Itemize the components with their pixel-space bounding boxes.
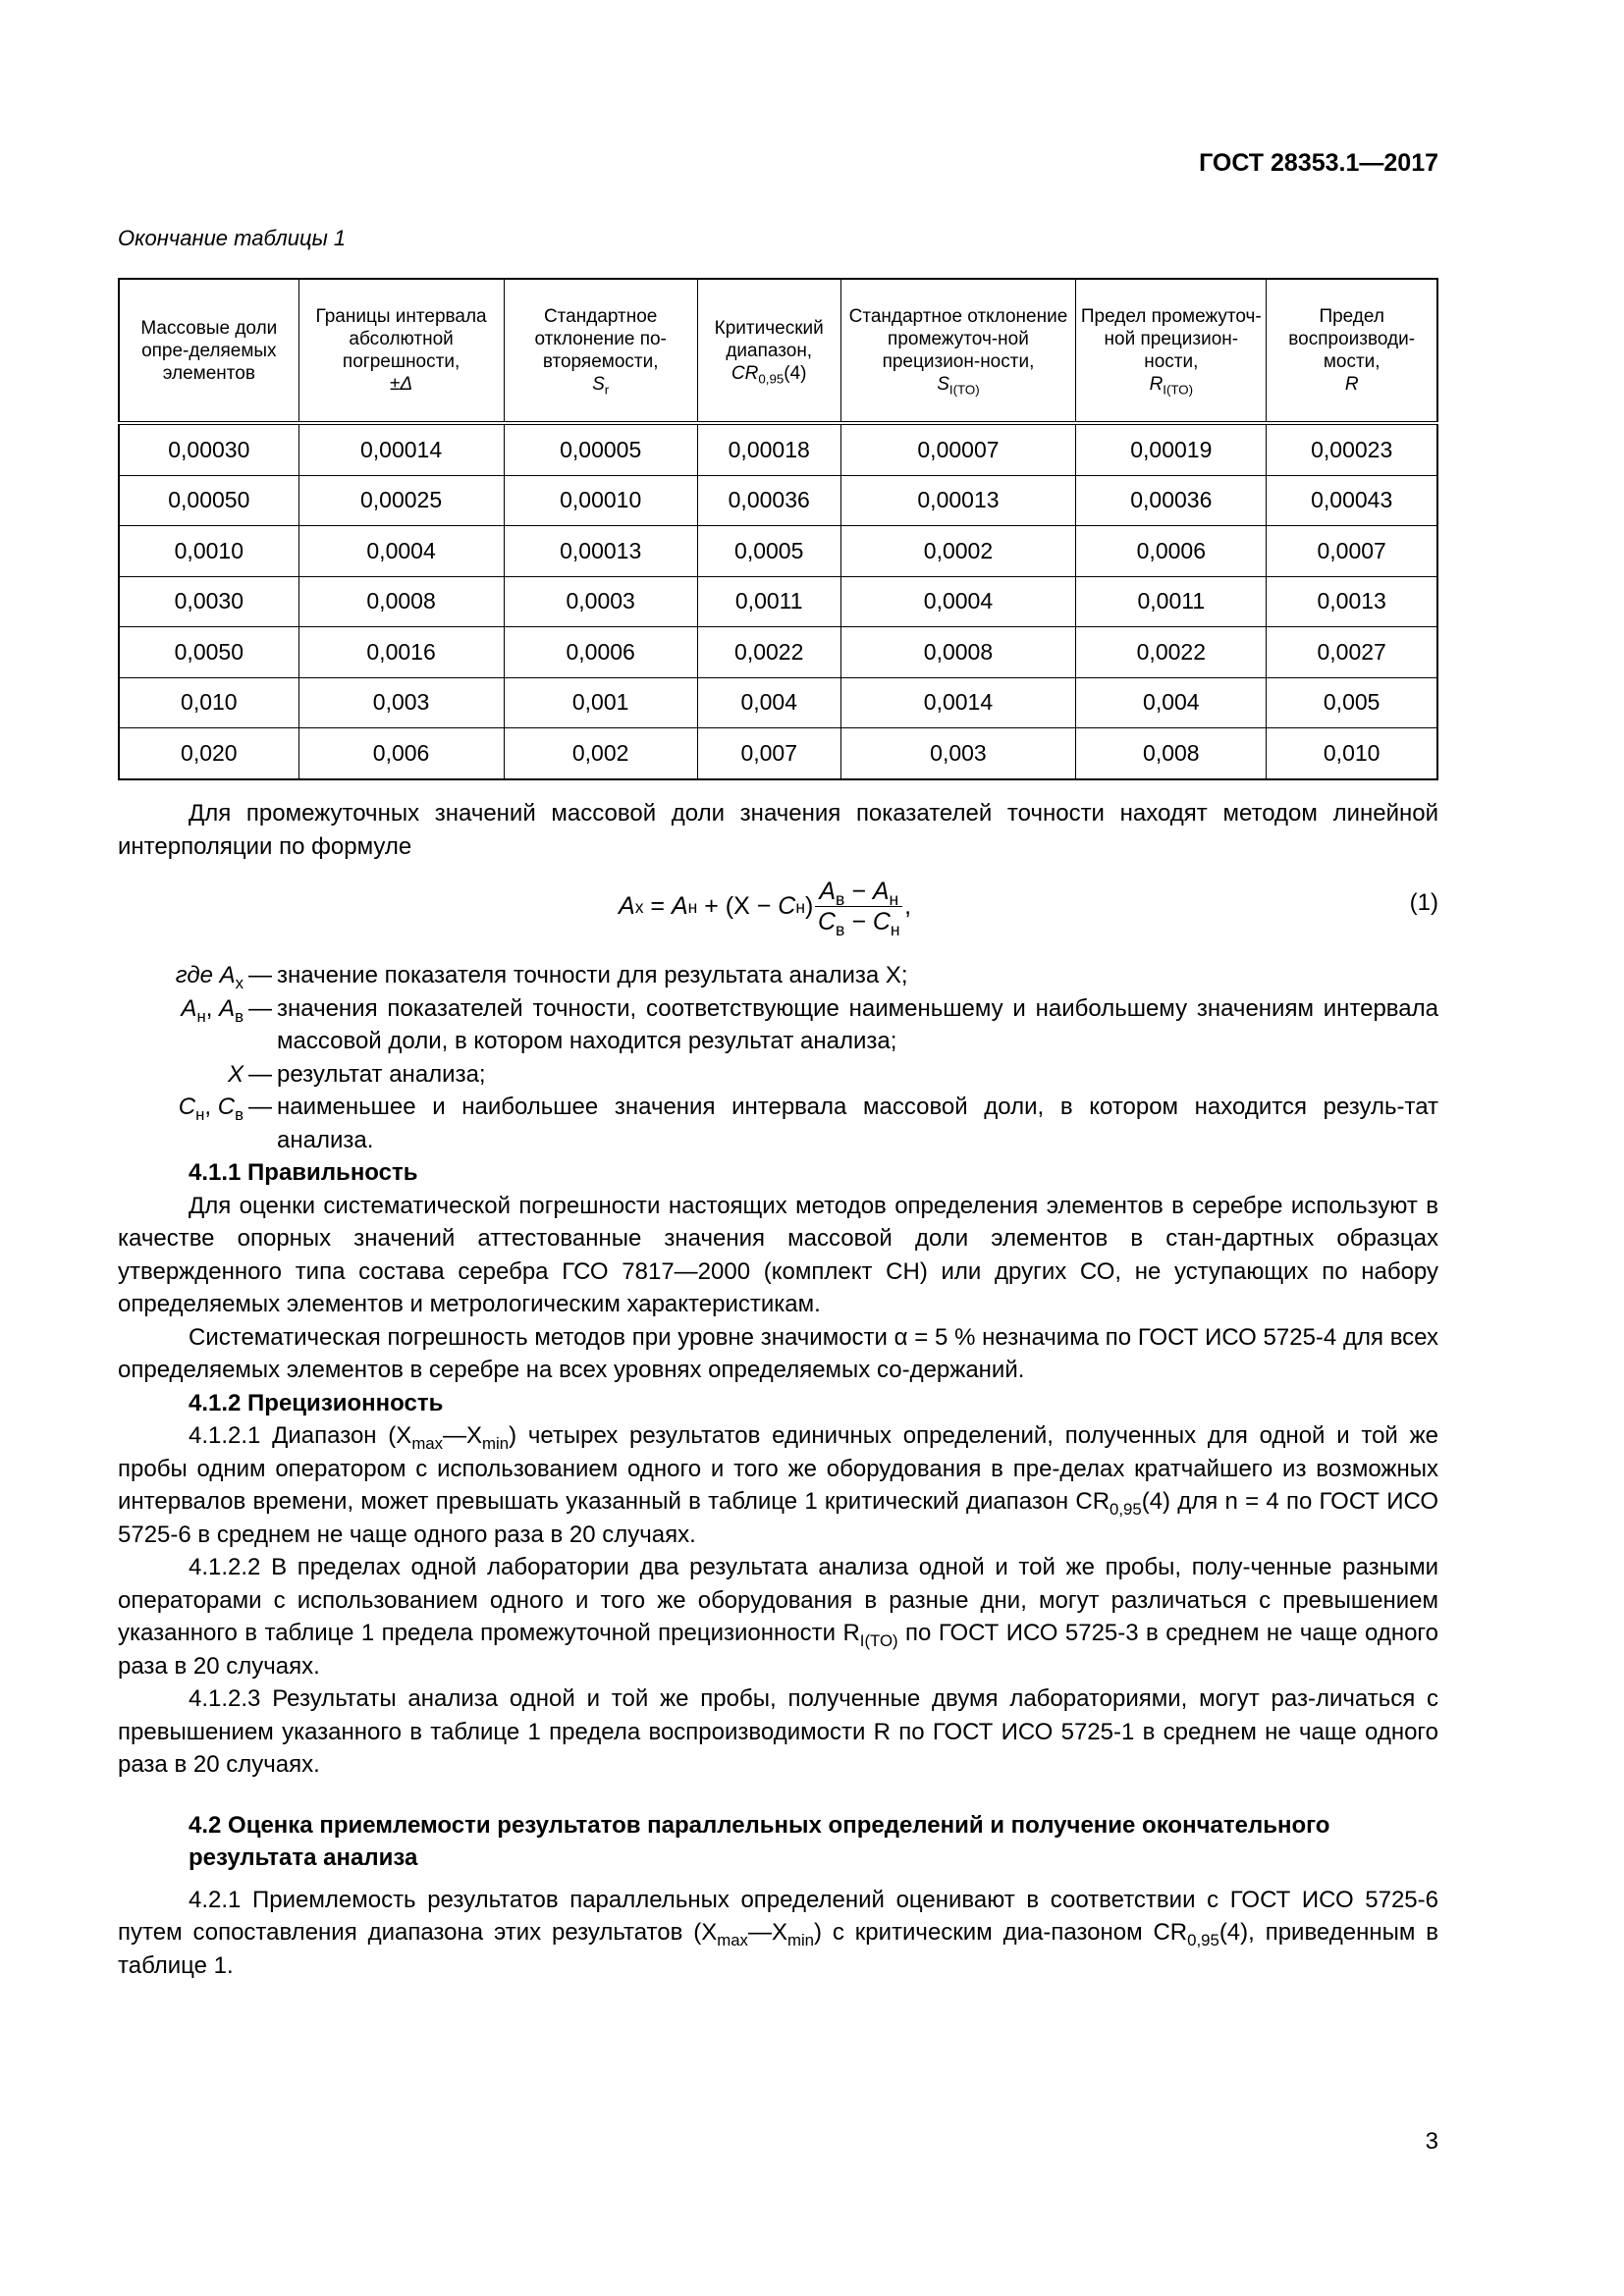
text: —X	[747, 1919, 787, 1946]
table-cell: 0,001	[504, 677, 697, 728]
column-header	[1076, 279, 1267, 423]
header-text: Границы интервала абсолютной погрешности,	[315, 306, 487, 372]
text: по ГОСТ ИСО 5725-3 в среднем не чаще одного раза в 20 случаях.	[118, 1620, 1439, 1680]
legend-term	[118, 1091, 244, 1156]
formula-sub: в	[836, 920, 845, 940]
legend-item	[118, 1058, 1438, 1092]
table-cell: 0,003	[298, 677, 504, 728]
formula-symbol: A	[671, 891, 688, 920]
term-sep: ,	[204, 1094, 218, 1120]
header-sub: 0,95	[758, 371, 785, 387]
table-cell: 0,0008	[840, 627, 1076, 678]
formula-symbol: − A	[844, 878, 890, 905]
header-symbol: S	[937, 374, 949, 395]
header-symbol: R	[1149, 374, 1164, 395]
table-cell: 0,002	[504, 728, 697, 779]
table-cell: 0,004	[1076, 677, 1267, 728]
formula-sub: в	[836, 889, 845, 910]
sub: min	[786, 1930, 815, 1949]
sub: max	[411, 1433, 444, 1453]
legend-definition: значения показателей точности, соответствующие наименьшему и наибольшему значениям интервала массовой доли, в котором находится результат анализа;	[277, 994, 1438, 1054]
column-header	[1267, 279, 1437, 423]
table-cell: 0,00007	[840, 423, 1076, 475]
header-text: Предел воспроизводи-мости,	[1288, 306, 1416, 372]
header-suffix: (4)	[784, 362, 807, 384]
table-cell: 0,0006	[504, 627, 697, 678]
table-cell: 0,0011	[697, 576, 840, 627]
table-cell: 0,004	[697, 677, 840, 728]
term-symbol: X	[227, 1060, 244, 1088]
text: 4.2.1 Приемлемость результатов параллельных определений оценивают в соответствии с ГОСТ ИСО 5725-6 путем сопоставления диапазона этих результатов (X	[118, 1886, 1438, 1946]
paragraph: Систематическая погрешность методов при уровне значимости α = 5 % незначима по ГОСТ ИСО 5725-4 для всех определяемых элементов в серебре на всех уровнях определяемых со-держаний.	[118, 1323, 1438, 1383]
table-cell: 0,00023	[1267, 423, 1437, 475]
precision-table	[118, 278, 1438, 780]
term-symbol: A	[219, 994, 236, 1022]
table-cell: 0,0004	[840, 576, 1076, 627]
table-row	[119, 526, 1437, 577]
table-row	[119, 576, 1437, 627]
formula-legend	[118, 959, 1438, 1156]
section-4-1-2-title: 4.1.2 Прецизионность	[189, 1389, 444, 1416]
table-cell: 0,00043	[1267, 475, 1437, 526]
table-cell: 0,0004	[298, 526, 504, 577]
paragraph-4-1-2-1	[118, 1419, 1438, 1551]
intro-paragraph: Для промежуточных значений массовой доли значения показателей точности находят методом линейной интерполяции по формуле	[118, 800, 1438, 860]
table-caption: Окончание таблицы 1	[118, 226, 347, 250]
table-cell: 0,00036	[697, 475, 840, 526]
legend-dash: —	[248, 1094, 272, 1120]
legend-item	[118, 959, 1438, 992]
column-header	[840, 279, 1076, 423]
formula-1	[118, 869, 1438, 951]
table-header-row	[119, 279, 1437, 423]
legend-term	[118, 959, 244, 992]
table-cell: 0,0022	[1076, 627, 1267, 678]
document-code: ГОСТ 28353.1—2017	[1199, 149, 1438, 177]
term-sub: н	[196, 1006, 206, 1026]
table-cell: 0,0003	[504, 576, 697, 627]
table-cell: 0,0010	[119, 526, 298, 577]
table-cell: 0,00005	[504, 423, 697, 475]
term-symbol: A	[181, 994, 197, 1022]
text: (4), приведенным в таблице 1.	[118, 1919, 1438, 1979]
formula-op: ,	[904, 891, 912, 920]
header-symbol: S	[592, 374, 605, 395]
sub: min	[482, 1433, 510, 1453]
paragraph-4-1-2-2	[118, 1551, 1438, 1682]
header-sub: I(TO)	[948, 382, 980, 398]
table-cell: 0,00013	[840, 475, 1076, 526]
table-cell: 0,00025	[298, 475, 504, 526]
header-text: Предел промежуточ-ной прецизион-ности,	[1080, 306, 1262, 372]
table-cell: 0,00013	[504, 526, 697, 577]
table-cell: 0,00014	[298, 423, 504, 475]
text: ) с критическим диа-пазоном CR	[814, 1919, 1188, 1946]
table-cell: 0,0030	[119, 576, 298, 627]
text: 4.1.2.2 В пределах одной лаборатории два результата анализа одной и той же пробы, полу-ченные разными операторами с использованием одного и того же оборудования в разные дни, могут различаться с превышением указанного в таблице 1 предела промежуточной прецизионности R	[118, 1554, 1438, 1646]
header-symbol: R	[1344, 374, 1359, 395]
table-row	[119, 677, 1437, 728]
table-cell: 0,00030	[119, 423, 298, 475]
legend-term	[118, 992, 244, 1058]
term-sep: ,	[205, 994, 220, 1022]
fraction-denominator	[817, 907, 900, 940]
column-header	[697, 279, 840, 423]
column-header	[119, 279, 298, 423]
table-cell: 0,0016	[298, 627, 504, 678]
table-cell: 0,00036	[1076, 475, 1267, 526]
text: 4.1.2.1 Диапазон (X	[189, 1422, 412, 1449]
table-row	[119, 627, 1437, 678]
legend-dash: —	[248, 994, 272, 1022]
formula-symbol: C	[817, 908, 837, 935]
table-cell: 0,00019	[1076, 423, 1267, 475]
table-cell: 0,020	[119, 728, 298, 779]
table-cell: 0,003	[840, 728, 1076, 779]
formula-sub: н	[890, 920, 900, 940]
fraction-numerator	[815, 877, 902, 910]
header-text: Критический диапазон,	[714, 317, 824, 361]
text: ) четырех результатов единичных определений, полученных для одной и той же пробы одним оператором с использованием одного и того же оборудования в пре-делах кратчайшего из возможных интервалов времени, может превышать указанный в таблице 1 критический диапазон CR	[118, 1422, 1438, 1515]
table-cell: 0,006	[298, 728, 504, 779]
legend-definition: наименьшее и наибольшее значения интервала массовой доли, в котором находится резуль-тат анализа.	[277, 1094, 1438, 1153]
table-cell: 0,010	[1267, 728, 1437, 779]
header-sub: I(TO)	[1163, 382, 1194, 398]
term-symbol: где A	[175, 962, 236, 988]
table-cell: 0,0014	[840, 677, 1076, 728]
header-symbol: CR	[731, 362, 759, 384]
legend-definition: результат анализа;	[277, 1060, 486, 1088]
table-cell: 0,0022	[697, 627, 840, 678]
body-text	[118, 797, 1438, 1982]
sub: max	[717, 1930, 748, 1949]
text: —X	[443, 1422, 483, 1449]
legend-dash: —	[248, 1060, 272, 1088]
formula-op: )	[805, 891, 814, 920]
table-cell: 0,0002	[840, 526, 1076, 577]
legend-item	[118, 1091, 1438, 1156]
column-header	[504, 279, 697, 423]
table-row	[119, 423, 1437, 475]
table-row	[119, 475, 1437, 526]
paragraph-4-2-1	[118, 1884, 1438, 1983]
table-cell: 0,007	[697, 728, 840, 779]
sub: 0,95	[1187, 1930, 1219, 1949]
formula-symbol: A	[619, 891, 635, 920]
header-text: Стандартное отклонение промежуточ-ной прецизион-ности,	[848, 306, 1068, 372]
table-cell: 0,00050	[119, 475, 298, 526]
section-4-2-title: 4.2 Оценка приемлемости результатов параллельных определений и получение окончательного результата анализа	[189, 1811, 1330, 1871]
paragraph-4-1-2-3: 4.1.2.3 Результаты анализа одной и той же пробы, полученные двумя лабораториями, могут раз-личаться с превышением указанного в таблице 1 предела воспроизводимости R по ГОСТ ИСО 5725-1 в среднем не чаще одного раза в 20 случаях.	[118, 1685, 1438, 1778]
term-sub: в	[235, 1006, 244, 1026]
table-row	[119, 728, 1437, 779]
table-cell: 0,0007	[1267, 526, 1437, 577]
header-text: Массовые доли опре-деляемых элементов	[140, 317, 278, 384]
formula-symbol: A	[819, 878, 837, 905]
formula-sub: н	[889, 889, 899, 910]
formula-body: A х = A н + (X − C н ) $\frac{A_в - A_н}{C_в - C_н}$ ,	[619, 878, 912, 940]
term-sub: х	[235, 973, 244, 992]
formula-symbol: C	[778, 891, 796, 920]
table-cell: 0,0013	[1267, 576, 1437, 627]
header-text: Стандартное отклонение по-вторяемости,	[534, 306, 667, 372]
term-sub: в	[235, 1104, 244, 1124]
sub: 0,95	[1110, 1499, 1142, 1519]
paragraph: Для оценки систематической погрешности настоящих методов определения элементов в серебре используют в качестве опорных значений аттестованные значения массовой доли элементов в стан-дартных образцах утвержденного типа состава серебра ГСО 7817—2000 (комплект СН) или других СО, не уступающих по набору определяемых элементов и метрологическим характеристикам.	[118, 1192, 1438, 1317]
legend-term	[118, 1058, 244, 1092]
header-sub: r	[604, 382, 610, 398]
table-cell: 0,0005	[697, 526, 840, 577]
term-symbol: C	[178, 1094, 196, 1120]
table-cell: 0,0011	[1076, 576, 1267, 627]
formula-op: + (X −	[697, 891, 779, 920]
table-cell: 0,008	[1076, 728, 1267, 779]
table-cell: 0,010	[119, 677, 298, 728]
section-4-1-1-title: 4.1.1 Правильность	[189, 1159, 418, 1186]
term-sub: н	[195, 1104, 205, 1124]
formula-fraction	[815, 877, 902, 940]
table-cell: 0,0006	[1076, 526, 1267, 577]
formula-op: =	[643, 891, 672, 920]
table-cell: 0,0008	[298, 576, 504, 627]
legend-definition: значение показателя точности для результата анализа X;	[277, 962, 908, 988]
page-number: 3	[1425, 2128, 1438, 2155]
table-cell: 0,0027	[1267, 627, 1437, 678]
legend-dash: —	[248, 962, 272, 988]
term-symbol: C	[217, 1094, 236, 1120]
table-cell: 0,00010	[504, 475, 697, 526]
text: (4) для n = 4 по ГОСТ ИСО 5725-6 в среднем не чаще одного раза в 20 случаях.	[118, 1488, 1438, 1548]
header-symbol: ±Δ	[389, 374, 413, 395]
table-cell: 0,00018	[697, 423, 840, 475]
table-cell: 0,0050	[119, 627, 298, 678]
legend-item	[118, 992, 1438, 1058]
formula-symbol: − C	[844, 908, 891, 935]
table-cell: 0,005	[1267, 677, 1437, 728]
sub: I(TO)	[859, 1630, 898, 1650]
formula-number: (1)	[1409, 889, 1438, 916]
column-header	[298, 279, 504, 423]
